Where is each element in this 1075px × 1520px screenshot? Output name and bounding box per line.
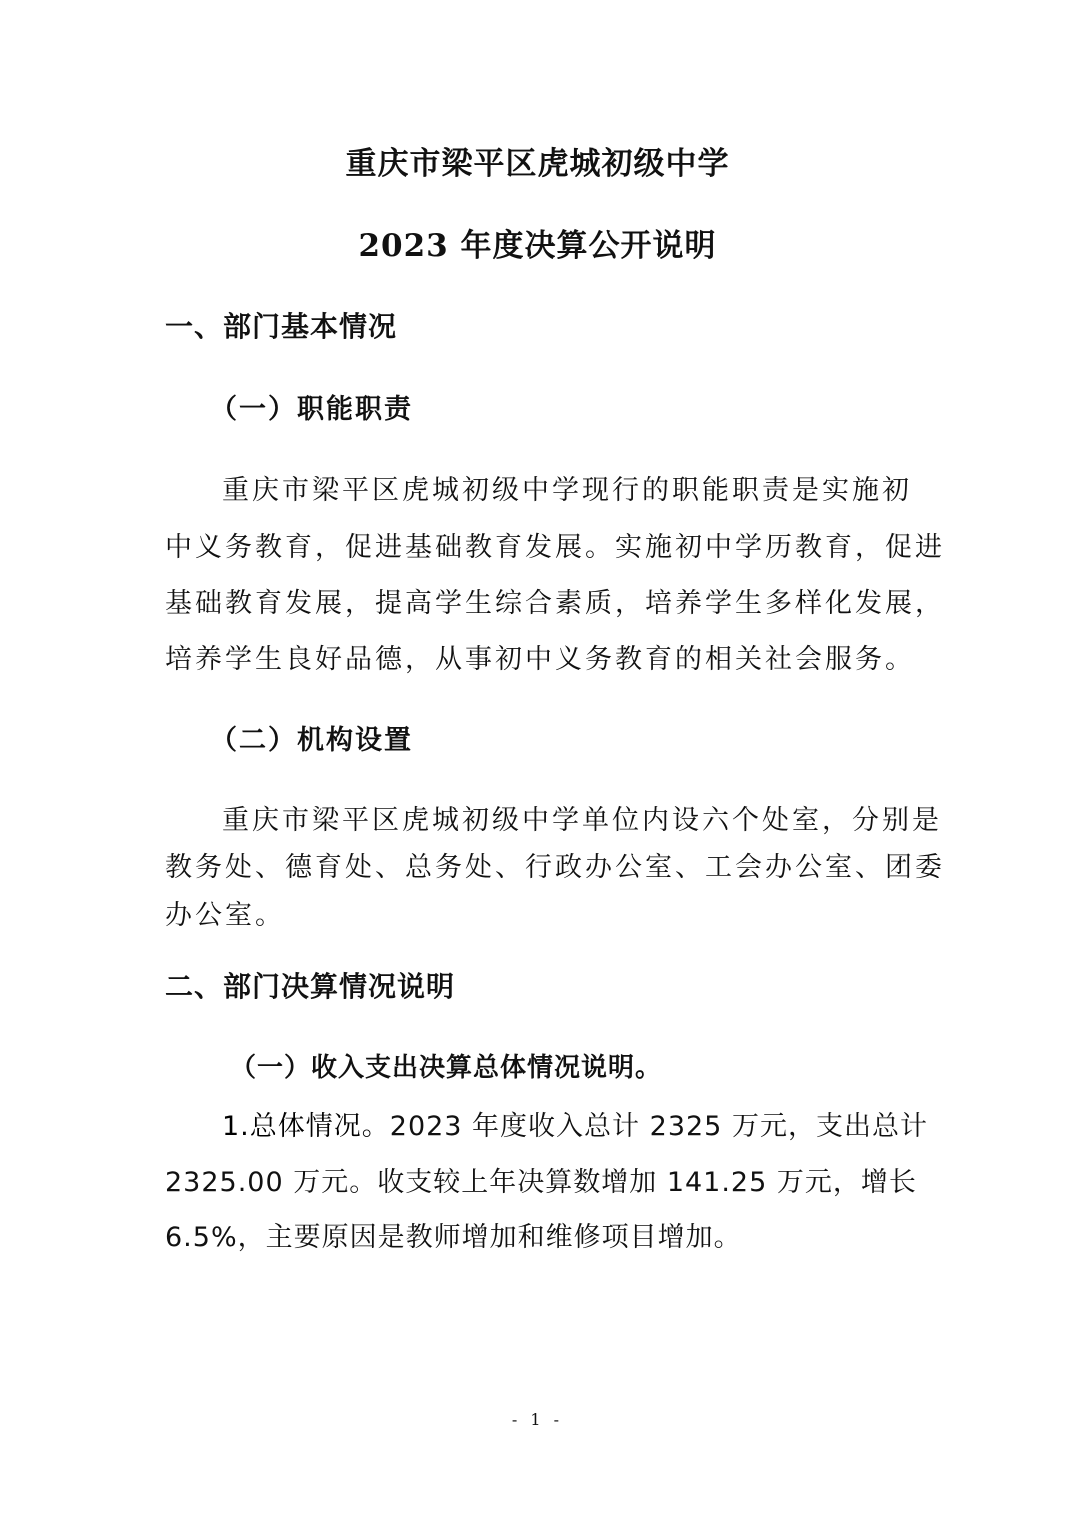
paragraph-line: 重庆市梁平区虎城初级中学现行的职能职责是实施初 — [222, 475, 912, 506]
section-heading-basic-info: 一、部门基本情况 — [165, 310, 398, 343]
paragraph-line — [222, 1104, 928, 1143]
paragraph-line: 6.5%，主要原因是教师增加和维修项目增加。 — [165, 1222, 742, 1253]
subsection-heading-income-expenditure: （一）收入支出决算总体情况说明。 — [230, 1053, 663, 1083]
document-title: 重庆市梁平区虎城初级中学 — [345, 146, 730, 182]
section-heading-final-accounts: 二、部门决算情况说明 — [165, 970, 456, 1003]
subsection-heading-organization: （二）机构设置 — [210, 725, 413, 756]
paragraph-line: 教务处、德育处、总务处、行政办公室、工会办公室、团委 — [165, 852, 945, 883]
paragraph-line: 基础教育发展，提高学生综合素质，培养学生多样化发展， — [165, 588, 945, 619]
paragraph-line: 重庆市梁平区虎城初级中学单位内设六个处室，分别是 — [222, 805, 942, 836]
paragraph-lead: 1.总体情况。 — [222, 1111, 390, 1142]
page-number: - 1 - — [511, 1410, 564, 1429]
paragraph-line: 办公室。 — [165, 900, 285, 931]
paragraph-text: 2023 年度收入总计 2325 万元，支出总计 — [389, 1111, 928, 1142]
paragraph-line: 2325.00 万元。收支较上年决算数增加 141.25 万元，增长 — [165, 1167, 917, 1198]
subsection-heading-functions: （一）职能职责 — [210, 394, 413, 425]
paragraph-line: 中义务教育，促进基础教育发展。实施初中学历教育，促进 — [165, 532, 945, 563]
document-subtitle: 2023 年度决算公开说明 — [358, 228, 717, 264]
paragraph-line: 培养学生良好品德，从事初中义务教育的相关社会服务。 — [165, 644, 915, 675]
